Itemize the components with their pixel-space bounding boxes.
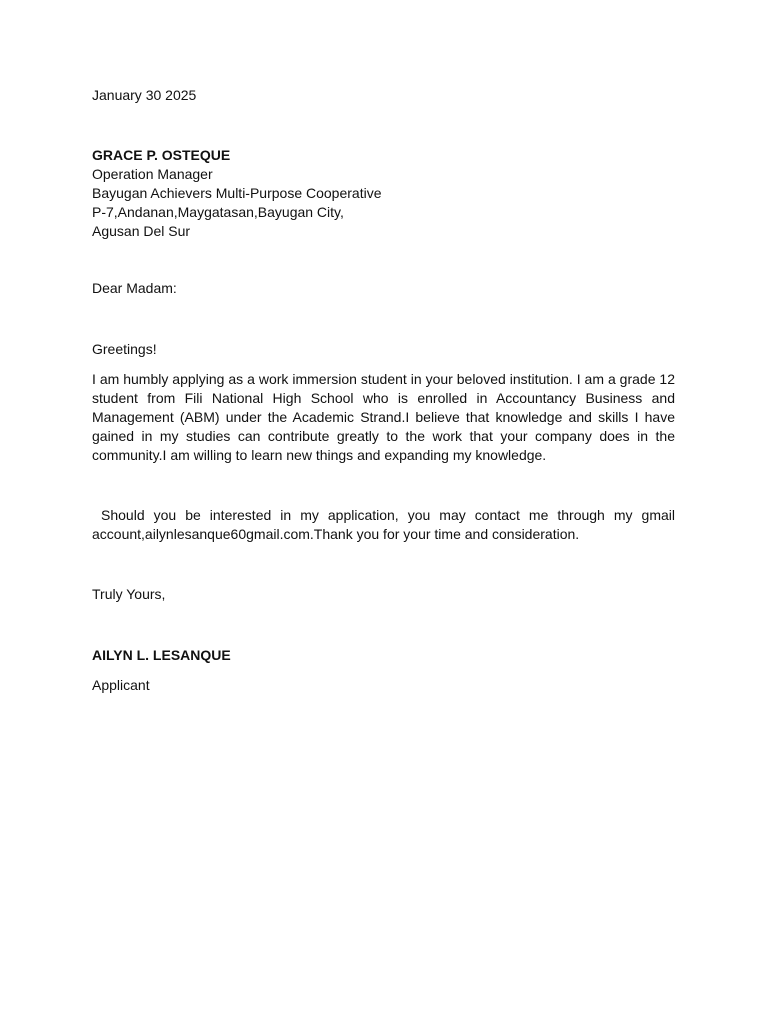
recipient-organization: Bayugan Achievers Multi-Purpose Cooperative: [92, 185, 382, 201]
body-paragraph-1: I am humbly applying as a work immersion student in your beloved institution. I am a grade 12 student from Fili National High School who is enrolled in Accountancy Business and Management (ABM) under the Academic Strand.I believe that knowledge and skills I have gained in my studies can contribute greatly to the work that your company does in the community.I am willing to learn new things and expanding my knowledge.: [92, 371, 675, 463]
recipient-name: GRACE P. OSTEQUE: [92, 147, 231, 163]
signer-role: Applicant: [92, 677, 150, 693]
signer-name: AILYN L. LESANQUE: [92, 647, 231, 663]
letter-page: [92, 86, 679, 695]
body-paragraph-2: Should you be interested in my application, you may contact me through my gmail account,ailynlesanque60gmail.com.Thank you for your time and consideration.: [92, 507, 679, 542]
greeting: Greetings!: [92, 341, 157, 357]
salutation: Dear Madam:: [92, 280, 177, 296]
recipient-address-line2: Agusan Del Sur: [92, 223, 191, 239]
recipient-block: [92, 146, 675, 241]
recipient-address-line1: P-7,Andanan,Maygatasan,Bayugan City,: [92, 204, 344, 220]
recipient-title: Operation Manager: [92, 166, 213, 182]
closing: Truly Yours,: [92, 586, 166, 602]
letter-date: January 30 2025: [92, 87, 197, 103]
